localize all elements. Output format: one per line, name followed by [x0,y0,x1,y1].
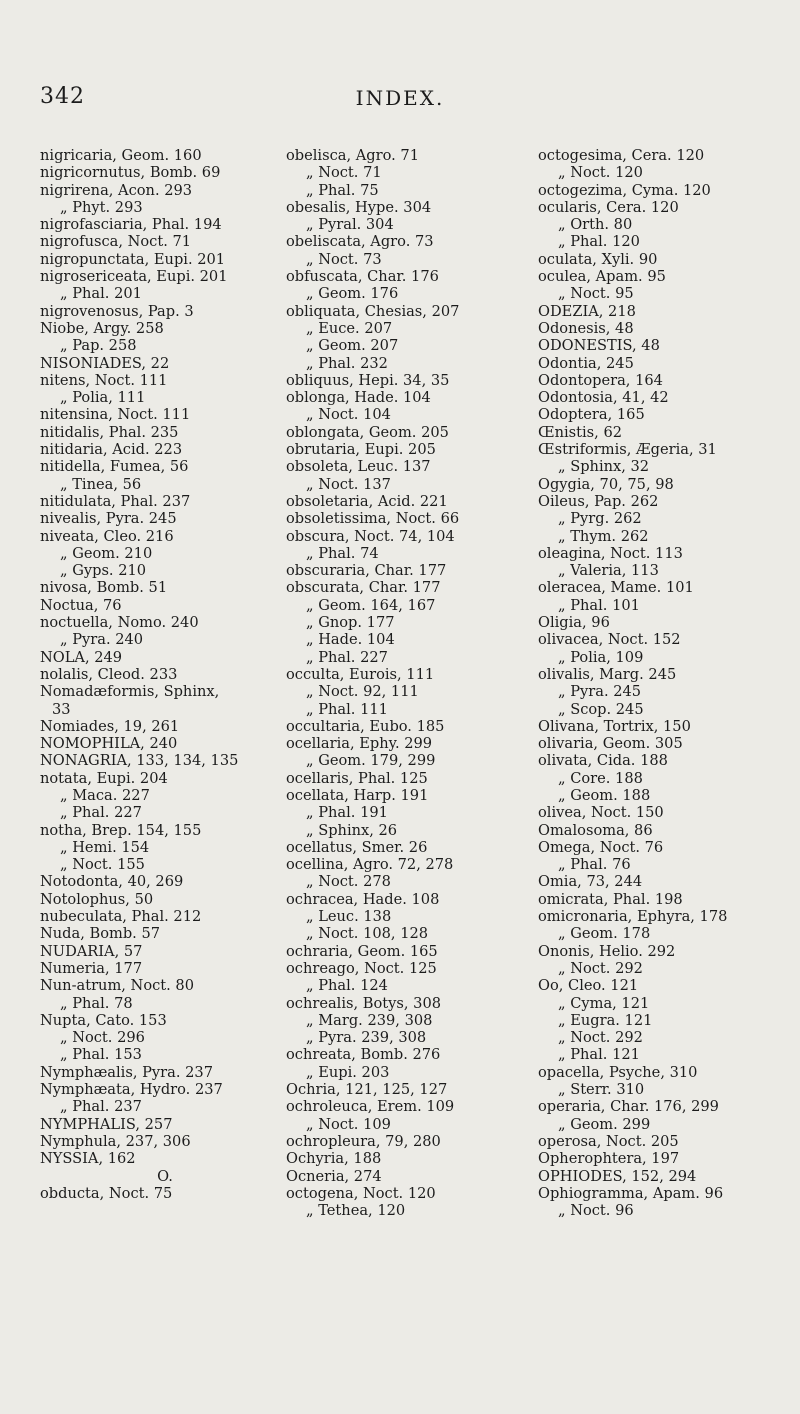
index-entry: „ Noct. 292 [558,1029,643,1047]
index-entry: Nomadæformis, Sphinx, [40,683,220,701]
index-entry: „ Pyra. 245 [558,683,642,701]
index-entry: nitidalis, Phal. 235 [40,423,179,441]
index-entry: Nymphæalis, Pyra. 237 [40,1063,213,1081]
index-entry: oculata, Xyli. 90 [538,250,658,268]
index-entry: „ Noct. 292 [558,959,643,977]
index-entry: operosa, Noct. 205 [538,1132,679,1150]
index-entry: „ Geom. 179, 299 [306,752,436,770]
index-entry: Olivana, Tortrix, 150 [538,717,691,735]
index-entry: „ Phal. 237 [60,1098,142,1116]
index-entry: obsoletissima, Noct. 66 [286,510,460,528]
index-entry: Nupta, Cato. 153 [40,1011,167,1029]
index-entry: 33 [52,700,71,718]
index-entry: olivalis, Marg. 245 [538,665,677,683]
index-entry: „ Sterr. 310 [558,1081,645,1099]
index-entry: „ Polia, 111 [60,389,146,407]
index-entry: „ Noct. 137 [306,475,391,493]
index-entry: Odonesis, 48 [538,319,634,337]
index-entry: „ Noct. 296 [60,1029,145,1047]
index-entry: ODEZIA, 218 [538,302,636,320]
index-entry: Omega, Noct. 76 [538,838,664,856]
index-entry: nitidella, Fumea, 56 [40,458,189,476]
index-column-2 [286,147,536,1219]
index-entry: Ocneria, 274 [286,1167,382,1185]
index-entry: „ Gyps. 210 [60,562,147,580]
index-entry: „ Pyra. 240 [60,631,144,649]
index-entry: „ Phal. 101 [558,596,640,614]
index-entry: „ Tethea, 120 [306,1202,406,1220]
index-entry: ochreata, Bomb. 276 [286,1046,441,1064]
index-entry: „ Pyrg. 262 [558,510,642,528]
index-entry: NISONIADES, 22 [40,354,170,372]
index-entry: „ Phal. 111 [306,700,388,718]
index-entry: obscurata, Char. 177 [286,579,441,597]
index-entry: „ Core. 188 [558,769,643,787]
index-entry: obliquata, Chesias, 207 [286,302,460,320]
index-entry: octogesima, Cera. 120 [538,147,705,164]
index-entry: „ Geom. 210 [60,544,153,562]
index-entry: „ Noct. 108, 128 [306,925,429,943]
index-entry: „ Geom. 176 [306,285,399,303]
index-entry: OPHIODES, 152, 294 [538,1167,697,1185]
index-entry: omicrata, Phal. 198 [538,890,683,908]
index-entry: „ Geom. 164, 167 [306,596,436,614]
index-entry: Oileus, Pap. 262 [538,492,659,510]
index-entry: ocularis, Cera. 120 [538,198,679,216]
index-entry: „ Phal. 232 [306,354,388,372]
index-entry: notha, Brep. 154, 155 [40,821,202,839]
index-entry: obesalis, Hype. 304 [286,198,432,216]
index-entry: „ Pyra. 239, 308 [306,1029,427,1047]
index-entry: olivata, Cida. 188 [538,752,668,770]
index-entry: „ Hade. 104 [306,631,395,649]
index-entry: Niobe, Argy. 258 [40,319,164,337]
index-entry: nigricaria, Geom. 160 [40,147,202,164]
index-entry: „ Phal. 227 [60,804,142,822]
index-entry: „ Euce. 207 [306,319,393,337]
index-entry: nigrofasciaria, Phal. 194 [40,216,222,234]
index-entry: „ Gnop. 177 [306,614,395,632]
index-entry: „ Noct. 73 [306,250,382,268]
index-entry: Ochria, 121, 125, 127 [286,1081,448,1099]
index-entry: Omalosoma, 86 [538,821,653,839]
index-entry: ocellina, Agro. 72, 278 [286,856,454,874]
index-entry: „ Phal. 78 [60,994,133,1012]
index-entry: nivealis, Pyra. 245 [40,510,177,528]
page-number: 342 [40,84,85,109]
index-entry: „ Noct. 109 [306,1115,391,1133]
index-entry: „ Leuc. 138 [306,908,392,926]
index-entry: NONAGRIA, 133, 134, 135 [40,752,239,770]
index-entry: Odontopera, 164 [538,371,663,389]
index-entry: oleracea, Mame. 101 [538,579,694,597]
index-entry: occultaria, Eubo. 185 [286,717,445,735]
index-entry: Nuda, Bomb. 57 [40,925,161,943]
index-entry: Œnistis, 62 [538,423,623,441]
index-entry: „ Geom. 207 [306,337,399,355]
index-entry: oblonga, Hade. 104 [286,389,431,407]
index-entry: Nymphæata, Hydro. 237 [40,1081,223,1099]
index-entry: ochropleura, 79, 280 [286,1132,441,1150]
index-entry: „ Phal. 153 [60,1046,142,1064]
index-entry: „ Pap. 258 [60,337,137,355]
index-entry: nigrofusca, Noct. 71 [40,233,192,251]
index-entry: obrutaria, Eupi. 205 [286,441,436,459]
index-entry: Ochyria, 188 [286,1150,382,1168]
index-entry: NOLA, 249 [40,648,123,666]
index-column-3 [538,147,788,1219]
index-entry: niveata, Cleo. 216 [40,527,174,545]
index-column-1 [40,147,290,1202]
index-entry: ochreago, Noct. 125 [286,959,437,977]
index-entry: ochroleuca, Erem. 109 [286,1098,455,1116]
index-entry: „ Valeria, 113 [558,562,659,580]
index-entry: ochracea, Hade. 108 [286,890,440,908]
index-entry: NYSSIA, 162 [40,1150,136,1168]
index-entry: „ Maca. 227 [60,786,150,804]
index-entry: ochrealis, Botys, 308 [286,994,442,1012]
index-entry: nitensina, Noct. 111 [40,406,191,424]
index-entry: „ Noct. 92, 111 [306,683,419,701]
index-entry: „ Polia, 109 [558,648,644,666]
index-entry: ocellata, Harp. 191 [286,786,429,804]
index-entry: „ Hemi. 154 [60,838,150,856]
index-entry: omicronaria, Ephyra, 178 [538,908,728,926]
index-entry: „ Noct. 104 [306,406,391,424]
index-entry: „ Phal. 74 [306,544,379,562]
index-entry: ochraria, Geom. 165 [286,942,438,960]
index-entry: „ Noct. 71 [306,164,382,182]
index-entry: Nun-atrum, Noct. 80 [40,977,194,995]
index-entry: „ Noct. 95 [558,285,634,303]
index-entry: nigropunctata, Eupi. 201 [40,250,226,268]
index-entry: „ Noct. 155 [60,856,145,874]
index-entry: nolalis, Cleod. 233 [40,665,178,683]
index-entry: Nymphula, 237, 306 [40,1132,191,1150]
index-entry: nigricornutus, Bomb. 69 [40,164,221,182]
index-entry: „ Phal. 191 [306,804,388,822]
index-entry: „ Eugra. 121 [558,1011,653,1029]
index-entry: nigrovenosus, Pap. 3 [40,302,194,320]
index-entry: oleagina, Noct. 113 [538,544,683,562]
index-entry: obsoleta, Leuc. 137 [286,458,431,476]
index-entry: „ Phal. 121 [558,1046,640,1064]
index-entry: „ Thym. 262 [558,527,649,545]
index-entry: olivacea, Noct. 152 [538,631,681,649]
index-entry: obeliscata, Agro. 73 [286,233,434,251]
index-entry: „ Geom. 188 [558,786,651,804]
index-entry: obscura, Noct. 74, 104 [286,527,455,545]
index-entry: ocellatus, Smer. 26 [286,838,428,856]
index-entry: Omia, 73, 244 [538,873,643,891]
index-entry: „ Cyma, 121 [558,994,650,1012]
index-entry: „ Noct. 120 [558,164,643,182]
index-entry: O. [157,1167,173,1185]
index-entry: obducta, Noct. 75 [40,1184,173,1202]
index-entry: obsoletaria, Acid. 221 [286,492,448,510]
index-entry: Nomiades, 19, 261 [40,717,180,735]
index-entry: operaria, Char. 176, 299 [538,1098,719,1116]
index-entry: NYMPHALIS, 257 [40,1115,173,1133]
index-entry: Notolophus, 50 [40,890,154,908]
index-entry: „ Tinea, 56 [60,475,142,493]
index-entry: Notodonta, 40, 269 [40,873,184,891]
index-entry: nigrosericeata, Eupi. 201 [40,268,228,286]
index-entry: „ Scop. 245 [558,700,644,718]
index-entry: ocellaris, Phal. 125 [286,769,428,787]
index-entry: olivea, Noct. 150 [538,804,664,822]
index-entry: Noctua, 76 [40,596,122,614]
index-entry: Opherophtera, 197 [538,1150,680,1168]
index-entry: Ophiogramma, Apam. 96 [538,1184,724,1202]
index-entry: „ Phal. 124 [306,977,388,995]
index-entry: occulta, Eurois, 111 [286,665,435,683]
index-entry: Odontia, 245 [538,354,634,372]
index-entry: „ Phal. 120 [558,233,640,251]
index-entry: „ Eupi. 203 [306,1063,390,1081]
index-entry: „ Phyt. 293 [60,198,143,216]
index-entry: Œstriformis, Ægeria, 31 [538,441,717,459]
index-entry: notata, Eupi. 204 [40,769,168,787]
index-entry: obfuscata, Char. 176 [286,268,439,286]
index-entry: Ononis, Helio. 292 [538,942,676,960]
index-entry: obelisca, Agro. 71 [286,147,419,164]
index-entry: Odontosia, 41, 42 [538,389,669,407]
index-entry: „ Phal. 76 [558,856,631,874]
index-entry: NOMOPHILA, 240 [40,735,178,753]
index-entry: NUDARIA, 57 [40,942,143,960]
index-entry: nigrirena, Acon. 293 [40,181,193,199]
index-entry: obliquus, Hepi. 34, 35 [286,371,450,389]
index-entry: „ Noct. 278 [306,873,391,891]
running-head: INDEX. [355,86,445,110]
index-entry: nitidaria, Acid. 223 [40,441,183,459]
index-entry: oblongata, Geom. 205 [286,423,449,441]
index-entry: „ Geom. 178 [558,925,651,943]
index-entry: olivaria, Geom. 305 [538,735,683,753]
index-entry: ocellaria, Ephy. 299 [286,735,433,753]
index-entry: nitidulata, Phal. 237 [40,492,191,510]
index-entry: „ Sphinx, 32 [558,458,650,476]
index-entry: „ Noct. 96 [558,1202,634,1220]
index-entry: nubeculata, Phal. 212 [40,908,202,926]
index-entry: „ Geom. 299 [558,1115,651,1133]
index-entry: Odoptera, 165 [538,406,645,424]
index-entry: Oo, Cleo. 121 [538,977,639,995]
index-entry: Ogygia, 70, 75, 98 [538,475,674,493]
index-entry: nitens, Noct. 111 [40,371,168,389]
index-entry: octogezima, Cyma. 120 [538,181,711,199]
index-entry: „ Phal. 75 [306,181,379,199]
index-entry: octogena, Noct. 120 [286,1184,436,1202]
index-entry: oculea, Apam. 95 [538,268,666,286]
index-entry: Numeria, 177 [40,959,143,977]
index-entry: noctuella, Nomo. 240 [40,614,199,632]
index-entry: obscuraria, Char. 177 [286,562,447,580]
index-entry: „ Pyral. 304 [306,216,394,234]
index-entry: nivosa, Bomb. 51 [40,579,168,597]
index-entry: ODONESTIS, 48 [538,337,660,355]
index-entry: opacella, Psyche, 310 [538,1063,698,1081]
index-entry: „ Sphinx, 26 [306,821,398,839]
index-entry: „ Phal. 201 [60,285,142,303]
index-entry: „ Marg. 239, 308 [306,1011,433,1029]
index-entry: „ Phal. 227 [306,648,388,666]
index-entry: Oligia, 96 [538,614,610,632]
index-entry: „ Orth. 80 [558,216,633,234]
